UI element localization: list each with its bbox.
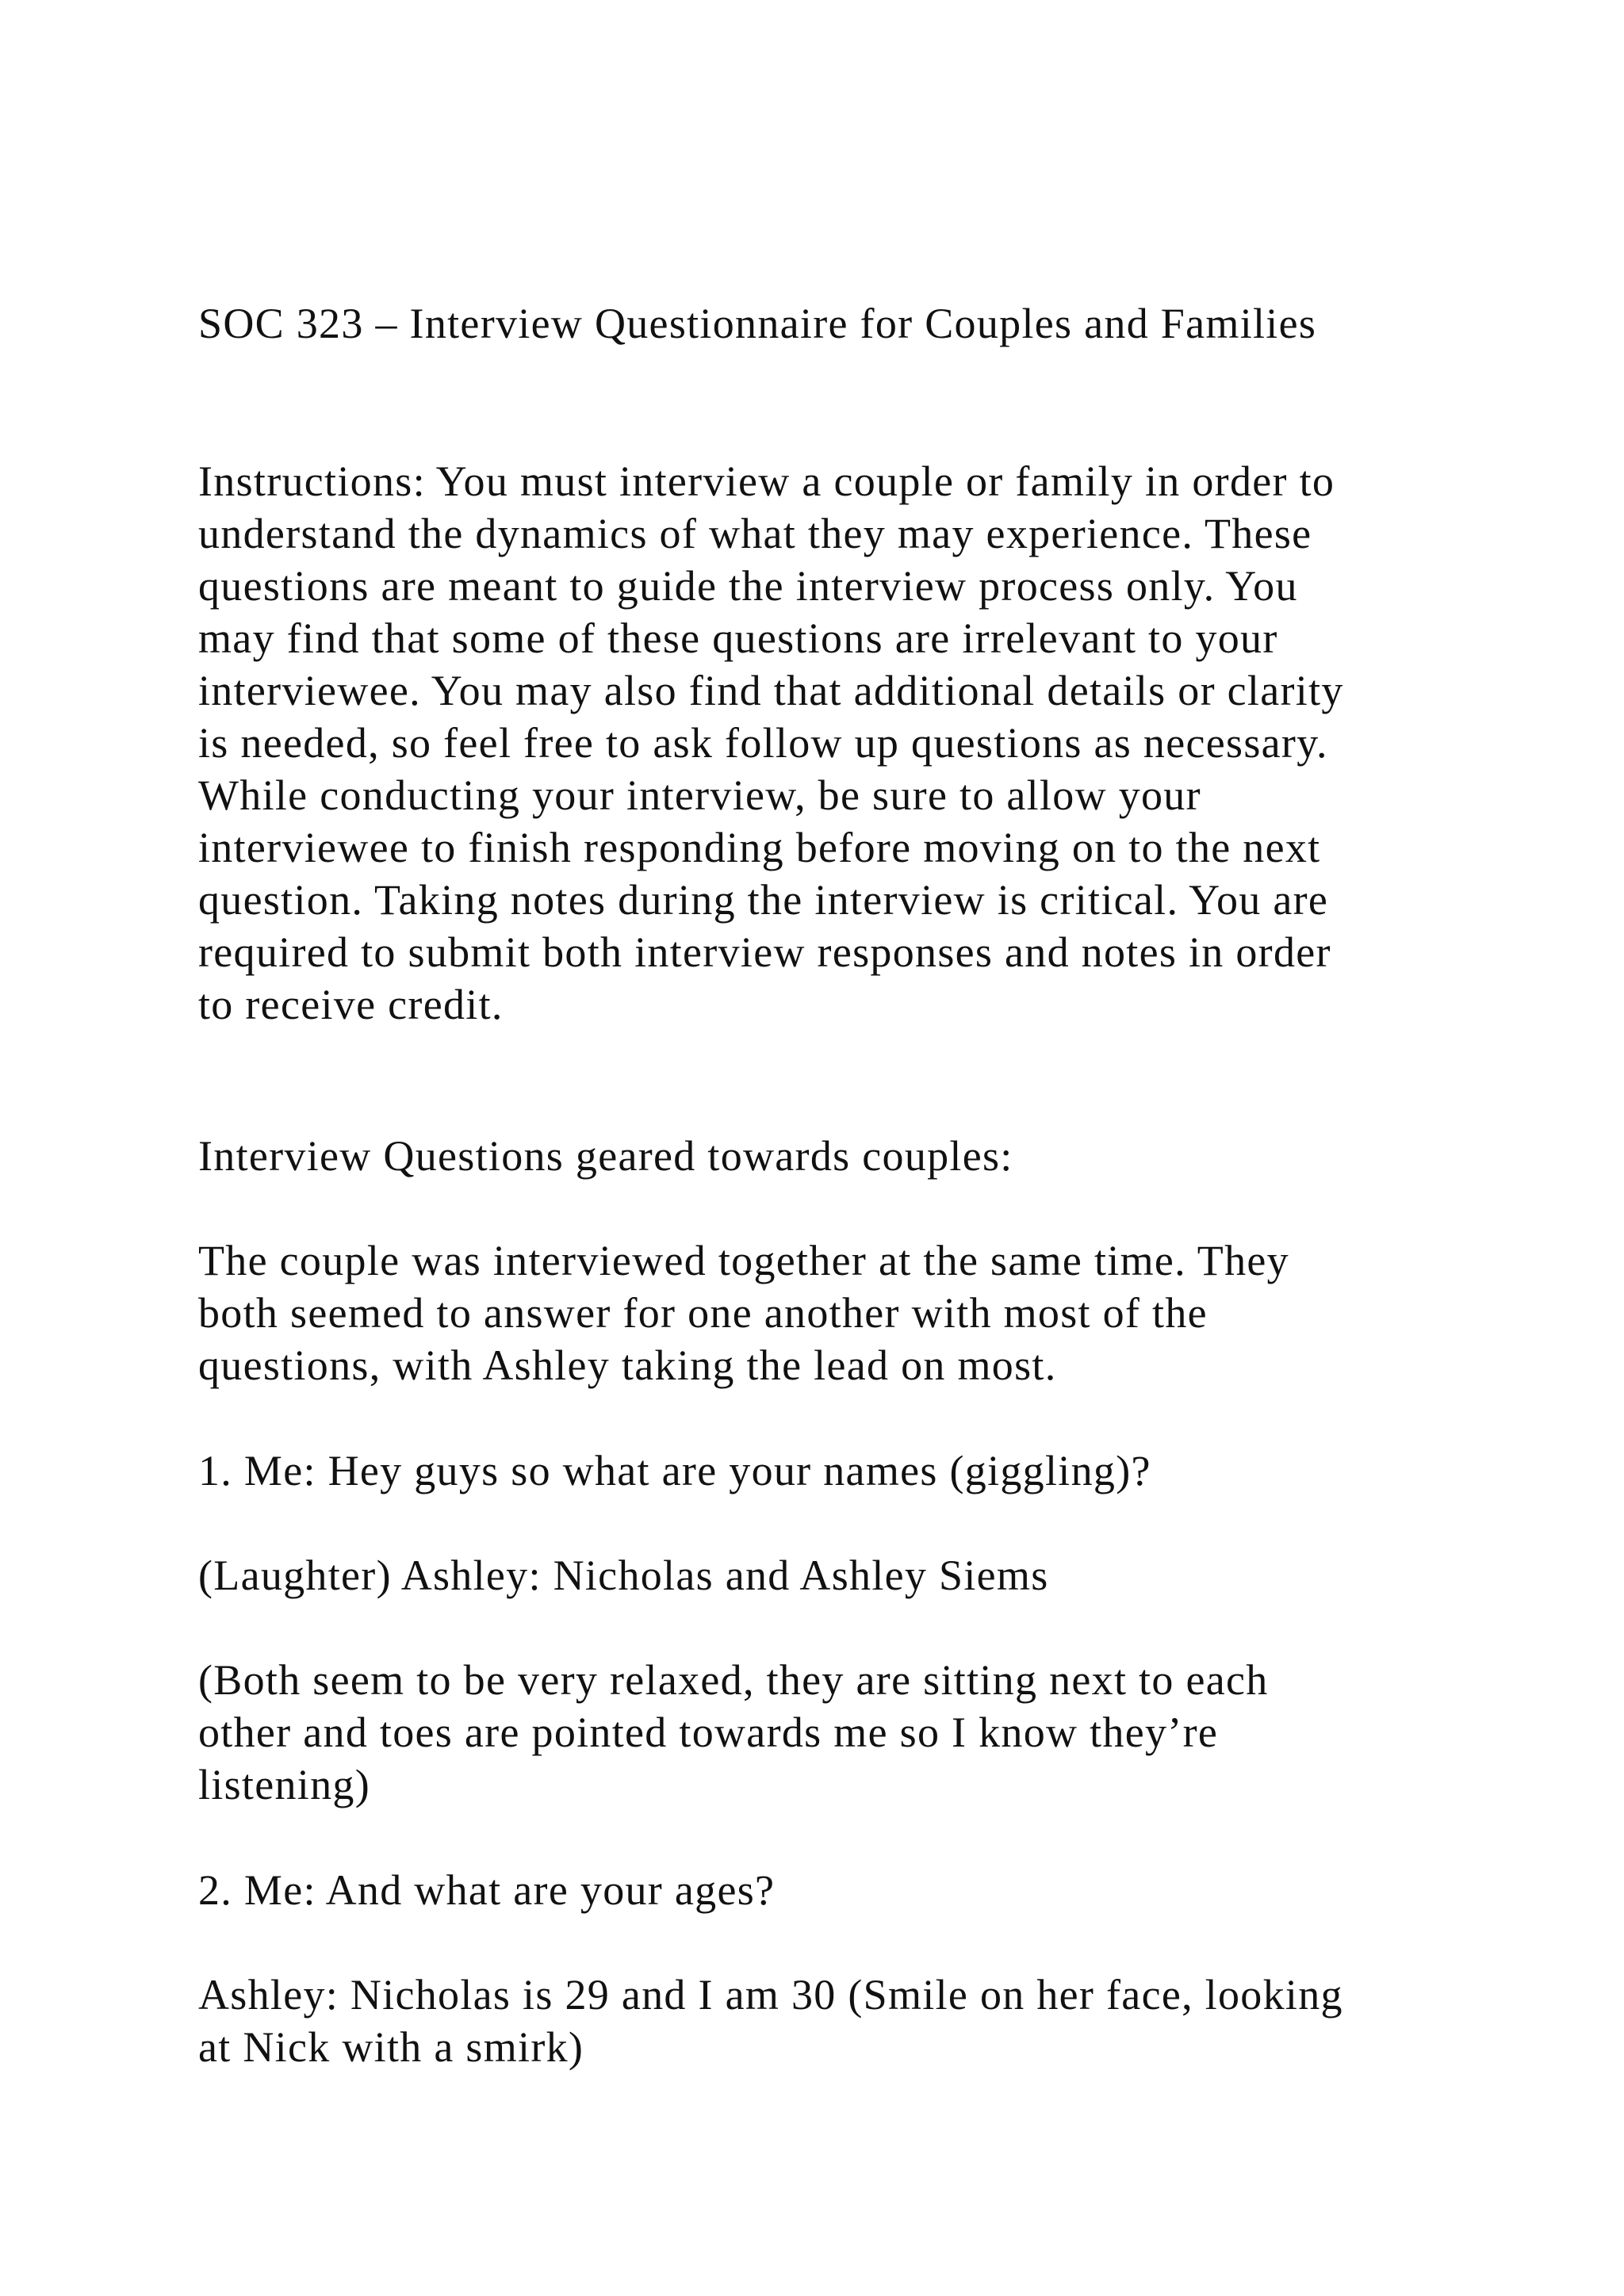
instructions-line: may find that some of these questions are irrelevant to your: [198, 614, 1278, 662]
instructions-paragraph: [198, 455, 1530, 1031]
instructions-line: While conducting your interview, be sure to allow your: [198, 771, 1201, 819]
intro-line: The couple was interviewed together at the same time. They: [198, 1237, 1289, 1284]
intro-line: questions, with Ashley taking the lead on most.: [198, 1341, 1057, 1389]
answer-2-line: Ashley: Nicholas is 29 and I am 30 (Smile on her face, looking: [198, 1971, 1343, 2019]
note-line: (Both seem to be very relaxed, they are sitting next to each: [198, 1656, 1269, 1704]
question-1-line: 1. Me: Hey guys so what are your names (giggling)?: [198, 1447, 1151, 1494]
instructions-line: required to submit both interview responses and notes in order: [198, 928, 1331, 976]
instructions-line: question. Taking notes during the interview is critical. You are: [198, 876, 1329, 924]
document-title: [198, 297, 1530, 350]
note-line: listening): [198, 1761, 370, 1808]
intro-line: both seemed to answer for one another with most of the: [198, 1289, 1208, 1337]
instructions-line: interviewee to finish responding before moving on to the next: [198, 824, 1321, 871]
answer-2-line: at Nick with a smirk): [198, 2023, 584, 2071]
title-line: SOC 323 – Interview Questionnaire for Couples and Families: [198, 300, 1317, 347]
answer-2: [198, 1969, 1530, 2073]
instructions-line: understand the dynamics of what they may experience. These: [198, 510, 1312, 557]
question-2: [198, 1864, 1530, 1916]
instructions-line: to receive credit.: [198, 981, 504, 1028]
instructions-line: questions are meant to guide the interview process only. You: [198, 562, 1298, 610]
question-1: [198, 1445, 1530, 1497]
instructions-line: interviewee. You may also find that additional details or clarity: [198, 667, 1344, 714]
section-heading-line: Interview Questions geared towards couples:: [198, 1132, 1013, 1180]
note-line: other and toes are pointed towards me so I know they’re: [198, 1709, 1219, 1756]
answer-1-line: (Laughter) Ashley: Nicholas and Ashley Siems: [198, 1552, 1049, 1599]
observation-note-1: [198, 1654, 1530, 1811]
instructions-line: is needed, so feel free to ask follow up questions as necessary.: [198, 719, 1328, 767]
instructions-line: Instructions: You must interview a couple or family in order to: [198, 457, 1335, 505]
section-heading: [198, 1130, 1530, 1182]
question-2-line: 2. Me: And what are your ages?: [198, 1866, 776, 1914]
answer-1: [198, 1549, 1530, 1601]
intro-paragraph: [198, 1234, 1530, 1391]
